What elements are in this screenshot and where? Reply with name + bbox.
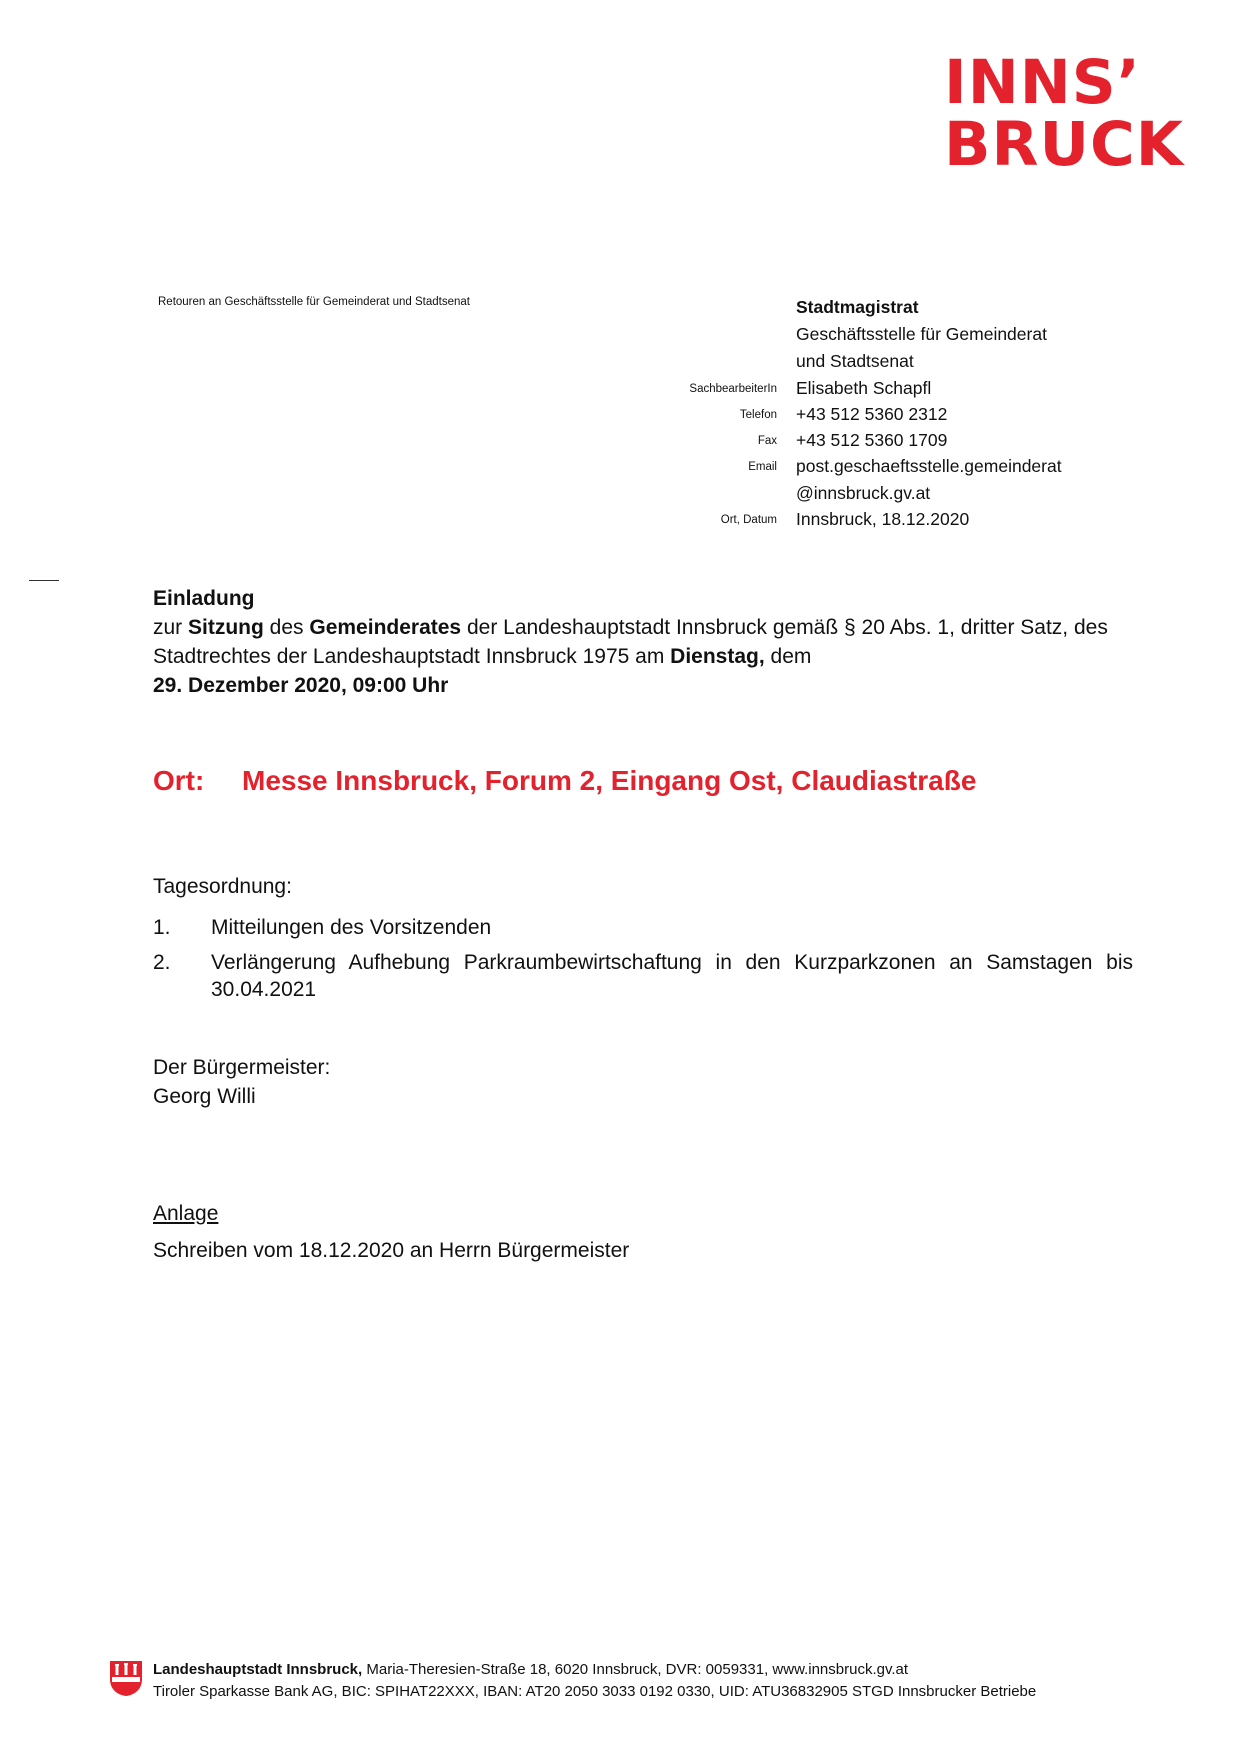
agenda-item-text: Mitteilungen des Vorsitzenden	[211, 916, 492, 939]
attachment-item: Schreiben vom 18.12.2020 an Herrn Bürgermeister	[153, 1239, 630, 1262]
attachment-block	[153, 1195, 629, 1269]
agenda-item-number: 2.	[153, 951, 171, 974]
invitation-block	[153, 584, 1133, 700]
logo-line-1: INNS’	[944, 47, 1141, 118]
sender-organization: Stadtmagistrat	[796, 297, 919, 317]
innsbruck-logo	[944, 47, 1185, 180]
invitation-text-1: zur	[153, 616, 189, 639]
footer-org: Landeshauptstadt Innsbruck,	[153, 1661, 363, 1678]
fax-label: Fax	[757, 435, 777, 447]
agenda-item-number: 1.	[153, 916, 171, 939]
footer	[153, 1659, 1036, 1703]
agenda-title: Tagesordnung:	[153, 875, 292, 898]
invitation-sitzung: Sitzung	[188, 616, 264, 639]
signature-name: Georg Willi	[153, 1085, 256, 1108]
logo-line-2: BRUCK	[944, 109, 1185, 180]
sender-department-line-1: Geschäftsstelle für Gemeinderat	[796, 324, 1047, 344]
fax-value: +43 512 5360 1709	[796, 430, 948, 450]
sender-block	[796, 294, 1047, 375]
signature-block	[153, 1053, 330, 1111]
invitation-body	[153, 613, 1133, 671]
signature-role: Der Bürgermeister:	[153, 1056, 331, 1079]
phone-value: +43 512 5360 2312	[796, 404, 948, 424]
agenda-item-text: Verlängerung Aufhebung Parkraumbewirtschaftung in den Kurzparkzonen an Samstagen bis 30.04.2021	[211, 951, 1133, 1001]
invitation-text-2: des	[263, 616, 310, 639]
invitation-text-4: dem	[764, 645, 812, 668]
city-crest-icon	[108, 1659, 144, 1697]
invitation-date-time: 29. Dezember 2020, 09:00 Uhr	[153, 674, 449, 697]
clerk-value: Elisabeth Schapfl	[796, 378, 932, 398]
phone-label: Telefon	[739, 409, 777, 421]
venue	[153, 765, 976, 797]
email-value-line-2: @innsbruck.gv.at	[796, 483, 931, 503]
date-label: Ort, Datum	[720, 514, 777, 526]
date-value: Innsbruck, 18.12.2020	[796, 509, 970, 529]
invitation-text-3: der Landeshauptstadt Innsbruck gemäß § 20 Abs. 1, dritter Satz, des Stadtrechtes der Landeshauptstadt Innsbruck 1975 am	[153, 616, 1108, 668]
footer-line-2: Tiroler Sparkasse Bank AG, BIC: SPIHAT22XXX, IBAN: AT20 2050 3033 0192 0330, UID: ATU36832905 STGD Innsbrucker Betriebe	[153, 1683, 1037, 1700]
invitation-gemeinderat: Gemeinderates	[309, 616, 462, 639]
clerk-label: SachbearbeiterIn	[689, 383, 777, 395]
venue-label: Ort:	[153, 765, 205, 796]
attachment-heading: Anlage	[153, 1202, 219, 1225]
email-value-line-1: post.geschaeftsstelle.gemeinderat	[796, 456, 1062, 476]
email-label: Email	[748, 461, 777, 473]
sender-department-line-2: und Stadtsenat	[796, 351, 914, 371]
fold-mark	[29, 580, 59, 581]
footer-line-1	[153, 1659, 1036, 1681]
invitation-heading: Einladung	[153, 587, 255, 610]
agenda-item	[153, 949, 1133, 1003]
venue-value: Messe Innsbruck, Forum 2, Eingang Ost, Claudiastraße	[242, 765, 977, 796]
agenda-list	[153, 914, 1133, 1011]
footer-address: Maria-Theresien-Straße 18, 6020 Innsbruck, DVR: 0059331, www.innsbruck.gv.at	[362, 1661, 909, 1678]
agenda-item	[153, 914, 1133, 941]
return-address: Retouren an Geschäftsstelle für Gemeinderat und Stadtsenat	[158, 296, 470, 308]
invitation-weekday: Dienstag,	[670, 645, 765, 668]
